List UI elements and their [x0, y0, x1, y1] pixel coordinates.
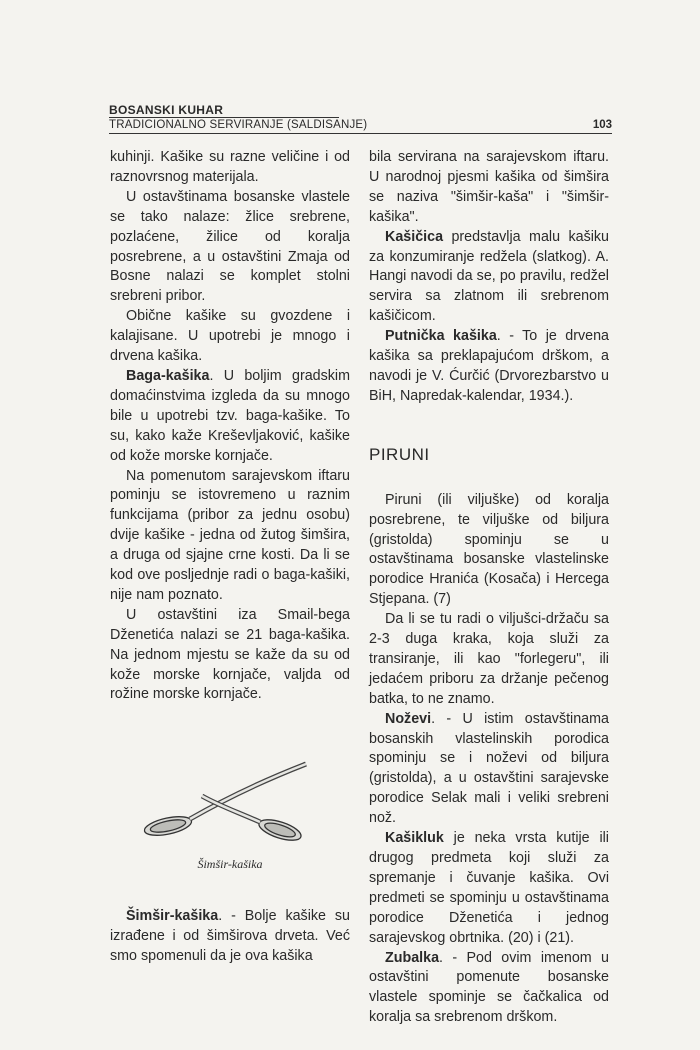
spoons-illustration	[140, 756, 316, 866]
paragraph	[110, 367, 350, 467]
paragraph-text: bila servirana na sarajevskom iftaru. U narodnoj pjesmi kašika od šimšira se naziva "šimšir-kaša" i "šimšir-kašika".	[369, 149, 609, 225]
term: Zubalka	[385, 949, 440, 966]
term: Putnička kašika	[385, 328, 497, 345]
term: Kašikluk	[385, 830, 444, 847]
term: Kašičica	[385, 228, 444, 245]
chapter-title: TRADICIONALNO SERVIRANJE (SALDISANJE)	[109, 119, 368, 131]
header-rule-full	[109, 133, 612, 134]
paragraph-text: . - Bolje kašike su izrađene i od šimširova drveta. Već smo spomenuli da je ova kašika	[110, 908, 350, 964]
spoons-icon	[140, 756, 316, 866]
paragraph-text: Piruni (ili viljuške) od koralja posrebrene, te viljuške od biljura (gristolda) spominju se u ostavštinama bosanske vlastelinske porodice Hranića (Kosača) i Hercega Stjepana. (7)	[369, 491, 609, 608]
paragraph	[369, 829, 609, 948]
paragraph	[369, 327, 609, 407]
paragraph-text: . U boljim gradskim domaćinstvima izgleda da su mnogo bile u upotrebi tzv. baga-kašike. To su, kako kaže Kreševljaković, kašike od kože morske kornjače.	[110, 367, 350, 464]
paragraph-text: U ostavštini iza Smail-bega Dženetića nalazi se 21 baga-kašika. Na jednom mjestu se kaže da su od kože morske kornjače, valjda od rožine morske kornjače.	[110, 606, 350, 703]
paragraph-text: Da li se tu radi o viljušci-držaču sa 2-3 duga kraka, koja služi za transiranje, ili kao "forlegeru", ili jedaćem priboru za držanje pečenog batka, to ne znamo.	[369, 611, 609, 707]
section-title: PIRUNI	[369, 444, 430, 464]
right-column	[369, 148, 609, 1028]
paragraph	[110, 907, 350, 967]
paragraph-text: U ostavštinama bosanske vlastele se tako nalaze: žlice srebrene, pozlaćene, žilice od koralja posrebrene, a u ostavštini Zmaja od Bosne nalazi se komplet stolni srebreni pribor.	[110, 188, 350, 305]
term: Baga-kašika	[126, 367, 210, 384]
paragraph	[369, 710, 609, 829]
figure-caption: Šimšir-kašika	[197, 857, 263, 871]
paragraph-text: . - To je drvena kašika sa preklapajućom drškom, a navodi je V. Ćurčić (Drvorezbarstvo u BiH, Napredak-kalendar, 1934.).	[369, 328, 609, 404]
paragraph	[369, 949, 609, 1029]
paragraph-text: Obične kašike su gvozdene i kalajisane. U upotrebi je mnogo i drvena kašika.	[110, 308, 350, 365]
paragraph	[110, 188, 350, 307]
paragraph-text: Na pomenutom sarajevskom iftaru pominju se istovremeno u raznim funkcijama (pribor za jednu osobu) dvije kašike - jedna od žutog šimšira, a druga od sjajne crne kosti. Da li se kod ove posljednje radi o baga-kašiki, nije nam poznato.	[110, 467, 350, 603]
paragraph	[110, 307, 350, 367]
page-number: 103	[592, 119, 612, 131]
paragraph-text: je neka vrsta kutije ili drugog predmeta koji služi za spremanje i čuvanje kašika. Ovi predmeti se spominju u ostavštinama porodice Dženetića i jednog sarajevskog obrtnika. (20) i (21).	[369, 830, 609, 946]
running-header	[109, 104, 612, 134]
paragraph	[110, 606, 350, 706]
term: Šimšir-kašika	[126, 908, 219, 924]
paragraph	[369, 610, 609, 710]
book-title: BOSANSKI KUHAR	[109, 103, 224, 117]
left-lower-column	[110, 907, 350, 967]
paragraph-text: . - U istim ostavštinama bosanskih vlastelinskih porodica spominju se i noževi od biljura (gristolda), a u ostavštini sarajevske porodice Selak mali i veliki srebreni nož.	[369, 710, 609, 827]
left-column	[110, 148, 350, 705]
paragraph-text: predstavlja malu kašiku za konzumiranje redžela (slatkog). A. Hangi navodi da se, po pravilu, redžel servira sa zlatnom ili srebrenom kašičicom.	[369, 228, 609, 325]
term: Noževi	[385, 710, 432, 727]
paragraph	[110, 148, 350, 188]
paragraph	[369, 491, 609, 610]
paragraph-text: . - Pod ovim imenom u ostavštini pomenute bosanske vlastele spominje se čačkalica od koralja sa srebrenom drškom.	[369, 949, 609, 1026]
paragraph	[369, 228, 609, 328]
paragraph	[110, 467, 350, 606]
paragraph	[369, 148, 609, 228]
paragraph-text: kuhinji. Kašike su razne veličine i od raznovrsnog materijala.	[110, 149, 350, 185]
header-row	[109, 118, 612, 132]
